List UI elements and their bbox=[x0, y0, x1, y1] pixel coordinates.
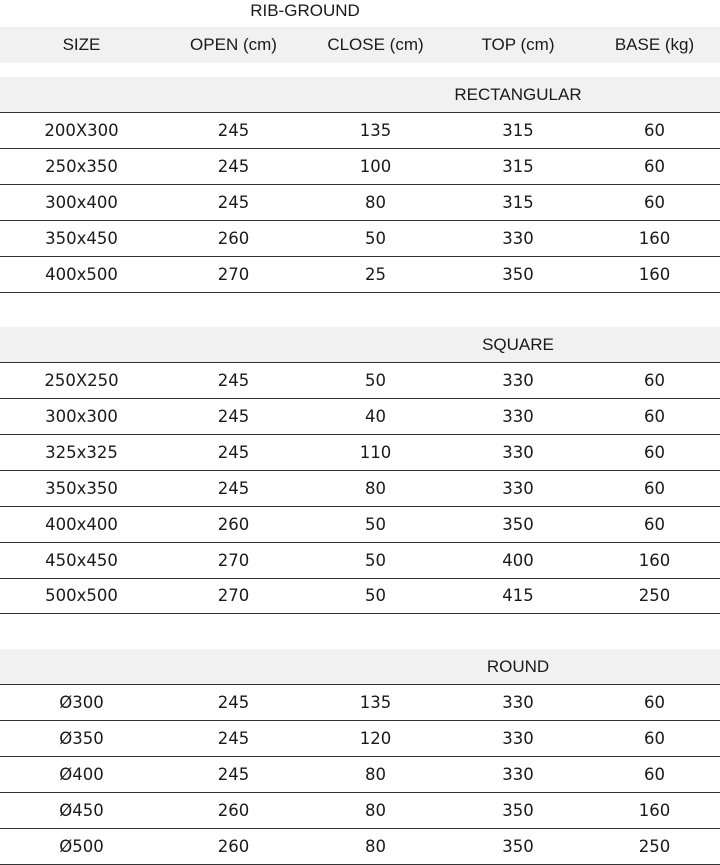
cell-open: 245 bbox=[217, 371, 250, 390]
cell-close: 120 bbox=[359, 728, 392, 748]
cell-base: 250 bbox=[638, 586, 671, 606]
section-label: ROUND bbox=[486, 656, 550, 676]
cell-close: 50 bbox=[365, 586, 386, 606]
column-header-row bbox=[0, 27, 720, 63]
table-row bbox=[0, 185, 720, 221]
section-header-round bbox=[0, 649, 720, 685]
table-row bbox=[0, 793, 720, 829]
cell-close: 50 bbox=[365, 371, 386, 390]
cell-top: 330 bbox=[502, 693, 534, 712]
cell-open: 245 bbox=[217, 121, 250, 140]
table-row bbox=[0, 507, 720, 543]
table-row bbox=[0, 757, 720, 793]
table-row bbox=[0, 149, 720, 185]
table-row bbox=[0, 399, 720, 435]
cell-close: 80 bbox=[365, 764, 386, 784]
cell-base: 60 bbox=[644, 478, 665, 498]
cell-open: 260 bbox=[217, 514, 250, 534]
cell-top: 330 bbox=[502, 371, 534, 390]
section-header-square bbox=[0, 327, 720, 363]
table-row bbox=[0, 829, 720, 865]
cell-top: 315 bbox=[502, 192, 534, 212]
cell-base: 60 bbox=[644, 442, 665, 462]
cell-base: 60 bbox=[644, 406, 665, 426]
cell-close: 110 bbox=[359, 442, 392, 462]
cell-open: 245 bbox=[217, 192, 250, 212]
table-row bbox=[0, 578, 720, 614]
cell-open: 245 bbox=[217, 764, 250, 784]
cell-top: 350 bbox=[502, 514, 534, 534]
cell-open: 245 bbox=[217, 156, 250, 176]
cell-size: 350x450 bbox=[45, 228, 118, 248]
cell-open: 260 bbox=[217, 836, 250, 856]
cell-size: 300x400 bbox=[45, 192, 118, 212]
cell-base: 160 bbox=[638, 800, 671, 820]
cell-size: 250x350 bbox=[45, 156, 118, 176]
header-top: TOP (cm) bbox=[481, 35, 555, 54]
cell-top: 330 bbox=[502, 228, 534, 248]
cell-base: 60 bbox=[644, 371, 665, 390]
cell-top: 330 bbox=[502, 728, 534, 748]
cell-close: 80 bbox=[365, 836, 386, 856]
table-row bbox=[0, 257, 720, 293]
cell-open: 245 bbox=[217, 478, 250, 498]
cell-close: 135 bbox=[359, 121, 392, 140]
section-label: SQUARE bbox=[482, 334, 554, 354]
cell-base: 160 bbox=[638, 228, 671, 248]
cell-size: Ø450 bbox=[59, 800, 104, 820]
cell-close: 40 bbox=[365, 406, 386, 426]
cell-size: 400x400 bbox=[45, 514, 118, 534]
header-base: BASE (kg) bbox=[614, 35, 695, 54]
table-row bbox=[0, 685, 720, 721]
cell-size: 200X300 bbox=[44, 121, 119, 140]
cell-open: 245 bbox=[217, 442, 250, 462]
cell-open: 260 bbox=[217, 228, 250, 248]
cell-size: 350x350 bbox=[45, 478, 118, 498]
cell-close: 80 bbox=[365, 192, 386, 212]
cell-open: 270 bbox=[217, 586, 250, 606]
section-header-rectangular bbox=[0, 77, 720, 113]
cell-top: 415 bbox=[502, 586, 534, 606]
cell-base: 60 bbox=[644, 192, 665, 212]
header-open: OPEN (cm) bbox=[190, 35, 277, 54]
cell-size: 400x500 bbox=[45, 264, 118, 284]
header-close: CLOSE (cm) bbox=[327, 35, 424, 54]
cell-close: 100 bbox=[359, 156, 392, 176]
cell-base: 60 bbox=[644, 728, 665, 748]
cell-size: 500x500 bbox=[45, 586, 118, 606]
cell-top: 330 bbox=[502, 478, 534, 498]
table-row bbox=[0, 113, 720, 149]
cell-top: 350 bbox=[502, 800, 534, 820]
cell-top: 315 bbox=[502, 156, 534, 176]
cell-open: 270 bbox=[217, 550, 250, 570]
cell-size: Ø400 bbox=[59, 764, 104, 784]
cell-size: Ø300 bbox=[59, 693, 104, 712]
cell-size: 450x450 bbox=[45, 550, 118, 570]
cell-open: 245 bbox=[217, 406, 250, 426]
cell-base: 60 bbox=[644, 764, 665, 784]
cell-size: 325x325 bbox=[45, 442, 118, 462]
cell-top: 330 bbox=[502, 406, 534, 426]
header-size: SIZE bbox=[62, 35, 101, 54]
cell-size: Ø350 bbox=[59, 728, 104, 748]
cell-base: 60 bbox=[644, 121, 665, 140]
cell-top: 330 bbox=[502, 442, 534, 462]
cell-base: 60 bbox=[644, 156, 665, 176]
cell-top: 330 bbox=[502, 764, 534, 784]
cell-top: 350 bbox=[502, 264, 534, 284]
cell-open: 245 bbox=[217, 728, 250, 748]
table-row bbox=[0, 435, 720, 471]
cell-open: 270 bbox=[217, 264, 250, 284]
table-row bbox=[0, 543, 720, 579]
cell-top: 400 bbox=[502, 550, 534, 570]
section-label: RECTANGULAR bbox=[454, 84, 582, 104]
table-row bbox=[0, 221, 720, 257]
cell-base: 250 bbox=[638, 836, 671, 856]
cell-top: 350 bbox=[502, 836, 534, 856]
cell-close: 50 bbox=[365, 514, 386, 534]
cell-close: 50 bbox=[365, 228, 386, 248]
cell-close: 50 bbox=[365, 550, 386, 570]
table-title: RIB-GROUND bbox=[250, 1, 360, 20]
cell-base: 160 bbox=[638, 550, 671, 570]
cell-open: 245 bbox=[217, 693, 250, 712]
cell-close: 80 bbox=[365, 478, 386, 498]
cell-size: Ø500 bbox=[59, 836, 104, 856]
cell-base: 160 bbox=[638, 264, 671, 284]
cell-size: 250X250 bbox=[44, 371, 119, 390]
table-row bbox=[0, 363, 720, 399]
cell-base: 60 bbox=[644, 693, 665, 712]
cell-base: 60 bbox=[644, 514, 665, 534]
cell-close: 80 bbox=[365, 800, 386, 820]
cell-size: 300x300 bbox=[45, 406, 118, 426]
cell-top: 315 bbox=[502, 121, 534, 140]
table-row bbox=[0, 471, 720, 507]
cell-close: 25 bbox=[365, 264, 386, 284]
cell-open: 260 bbox=[217, 800, 250, 820]
table-row bbox=[0, 721, 720, 757]
cell-close: 135 bbox=[359, 693, 392, 712]
